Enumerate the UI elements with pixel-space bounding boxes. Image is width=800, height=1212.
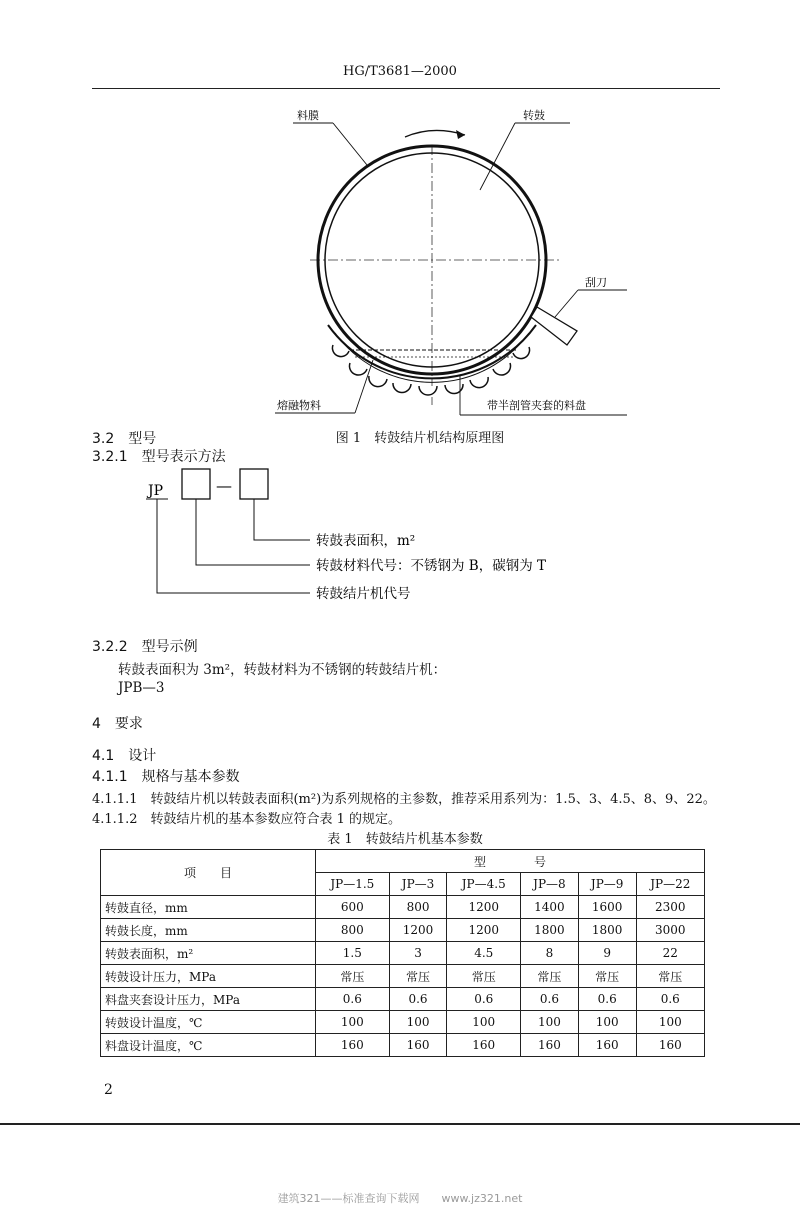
label-film: 料膜: [297, 109, 319, 122]
table-1-body: [101, 896, 705, 1057]
table-cell: 1200: [447, 896, 521, 919]
table-cell: 800: [389, 896, 447, 919]
model-box-material: [182, 469, 210, 499]
header-standard-code: HG/T3681—2000: [343, 64, 457, 79]
table-row: [101, 988, 705, 1011]
leader-prefix: [157, 499, 310, 593]
leader-material: [196, 499, 310, 565]
table-header-row-1: [101, 850, 705, 873]
table-cell: 3: [389, 942, 447, 965]
leader-film: [333, 123, 367, 165]
table-cell: 0.6: [389, 988, 447, 1011]
row-label: 料盘设计温度，℃: [101, 1034, 316, 1057]
table-cell: 100: [316, 1011, 390, 1034]
example-model: JPB—3: [118, 680, 165, 696]
table-cell: 600: [316, 896, 390, 919]
table-cell: 常压: [636, 965, 704, 988]
row-label: 转鼓直径，mm: [101, 896, 316, 919]
model-col-4: JP—8: [521, 873, 579, 896]
table-row: [101, 896, 705, 919]
table-cell: 160: [389, 1034, 447, 1057]
row-label: 料盘夹套设计压力，MPa: [101, 988, 316, 1011]
table-cell: 160: [447, 1034, 521, 1057]
table-cell: 8: [521, 942, 579, 965]
table-cell: 常压: [447, 965, 521, 988]
leader-area: [254, 499, 310, 540]
half-pipe-3: [369, 376, 387, 387]
table-cell: 160: [578, 1034, 636, 1057]
table-row: [101, 942, 705, 965]
model-prefix: JP: [148, 483, 164, 499]
half-pipe-5: [419, 386, 437, 395]
table-cell: 常压: [389, 965, 447, 988]
model-dash: —: [216, 476, 232, 495]
half-pipe-8: [493, 363, 511, 375]
row-label: 转鼓长度，mm: [101, 919, 316, 942]
rotation-arrowhead: [456, 130, 465, 139]
table-cell: 160: [636, 1034, 704, 1057]
rotation-arrow: [405, 130, 465, 137]
table-cell: 1200: [389, 919, 447, 942]
table-cell: 100: [389, 1011, 447, 1034]
section-4-1-1-1-text: 4.1.1.1 转鼓结片机以转鼓表面积(m²)为系列规格的主参数，推荐采用系列为：1.5、3、4.5、8、9、22。: [92, 792, 716, 807]
table-cell: 160: [316, 1034, 390, 1057]
table-cell: 常压: [521, 965, 579, 988]
row-label: 转鼓表面积，m²: [101, 942, 316, 965]
section-3-2-title: 3.2 型号: [92, 431, 157, 447]
leader-scraper: [555, 290, 578, 317]
table-cell: 1600: [578, 896, 636, 919]
table-cell: 9: [578, 942, 636, 965]
section-4-1-title: 4.1 设计: [92, 748, 157, 764]
model-notation-diagram: [140, 465, 600, 615]
legend-prefix: 转鼓结片机代号: [316, 586, 411, 602]
table-cell: 1400: [521, 896, 579, 919]
model-col-3: JP—4.5: [447, 873, 521, 896]
section-4-1-1-2-text: 4.1.1.2 转鼓结片机的基本参数应符合表 1 的规定。: [92, 812, 402, 827]
label-tray: 带半剖管夹套的料盘: [487, 399, 586, 412]
model-box-area: [240, 469, 268, 499]
table-row: [101, 1011, 705, 1034]
table-cell: 常压: [578, 965, 636, 988]
footer-rule: [0, 1123, 800, 1125]
legend-material: 转鼓材料代号：不锈钢为 B，碳钢为 T: [316, 558, 547, 574]
row-label: 转鼓设计压力，MPa: [101, 965, 316, 988]
table-cell: 0.6: [521, 988, 579, 1011]
row-label: 转鼓设计温度，℃: [101, 1011, 316, 1034]
table-cell: 22: [636, 942, 704, 965]
figure-1-drum-flaker-diagram: [255, 95, 635, 425]
table-row: [101, 1034, 705, 1057]
table-cell: 160: [521, 1034, 579, 1057]
half-pipe-2: [349, 363, 367, 375]
table-cell: 100: [578, 1011, 636, 1034]
table-cell: 3000: [636, 919, 704, 942]
table-cell: 常压: [316, 965, 390, 988]
table-1-basic-parameters: [100, 849, 705, 1057]
footer-watermark: 建筑321——标准查询下载网 www.jz321.net: [277, 1192, 523, 1205]
label-molten: 熔融物料: [277, 399, 321, 412]
model-col-5: JP—9: [578, 873, 636, 896]
section-3-2-1-title: 3.2.1 型号表示方法: [92, 449, 226, 465]
model-col-6: JP—22: [636, 873, 704, 896]
table-cell: 4.5: [447, 942, 521, 965]
scraper-blade: [531, 307, 577, 345]
table-cell: 100: [521, 1011, 579, 1034]
table-cell: 0.6: [578, 988, 636, 1011]
table-cell: 1800: [578, 919, 636, 942]
table-cell: 1800: [521, 919, 579, 942]
figure-1-caption: 图 1 转鼓结片机结构原理图: [335, 431, 505, 446]
page-number: 2: [104, 1082, 113, 1098]
half-pipe-4: [393, 383, 411, 393]
table-cell: 0.6: [636, 988, 704, 1011]
item-header: 项 目: [101, 850, 316, 896]
table-row: [101, 919, 705, 942]
model-col-1: JP—1.5: [316, 873, 390, 896]
table-cell: 100: [636, 1011, 704, 1034]
legend-area: 转鼓表面积，m²: [316, 533, 416, 549]
header-rule: [92, 88, 720, 89]
leader-drum: [480, 123, 515, 190]
table-cell: 2300: [636, 896, 704, 919]
section-4-1-1-title: 4.1.1 规格与基本参数: [92, 769, 240, 785]
half-pipe-7: [470, 377, 488, 388]
table-cell: 800: [316, 919, 390, 942]
table-cell: 0.6: [316, 988, 390, 1011]
model-col-2: JP—3: [389, 873, 447, 896]
table-cell: 1.5: [316, 942, 390, 965]
table-row: [101, 965, 705, 988]
example-description: 转鼓表面积为 3m²，转鼓材料为不锈钢的转鼓结片机：: [118, 662, 447, 678]
label-drum: 转鼓: [523, 109, 545, 122]
section-3-2-2-title: 3.2.2 型号示例: [92, 639, 198, 655]
table-cell: 1200: [447, 919, 521, 942]
section-4-title: 4 要求: [92, 716, 143, 732]
table-1-caption: 表 1 转鼓结片机基本参数: [327, 832, 483, 847]
model-header: 型 号: [316, 850, 705, 873]
table-cell: 100: [447, 1011, 521, 1034]
table-cell: 0.6: [447, 988, 521, 1011]
label-scraper: 刮刀: [585, 276, 607, 289]
